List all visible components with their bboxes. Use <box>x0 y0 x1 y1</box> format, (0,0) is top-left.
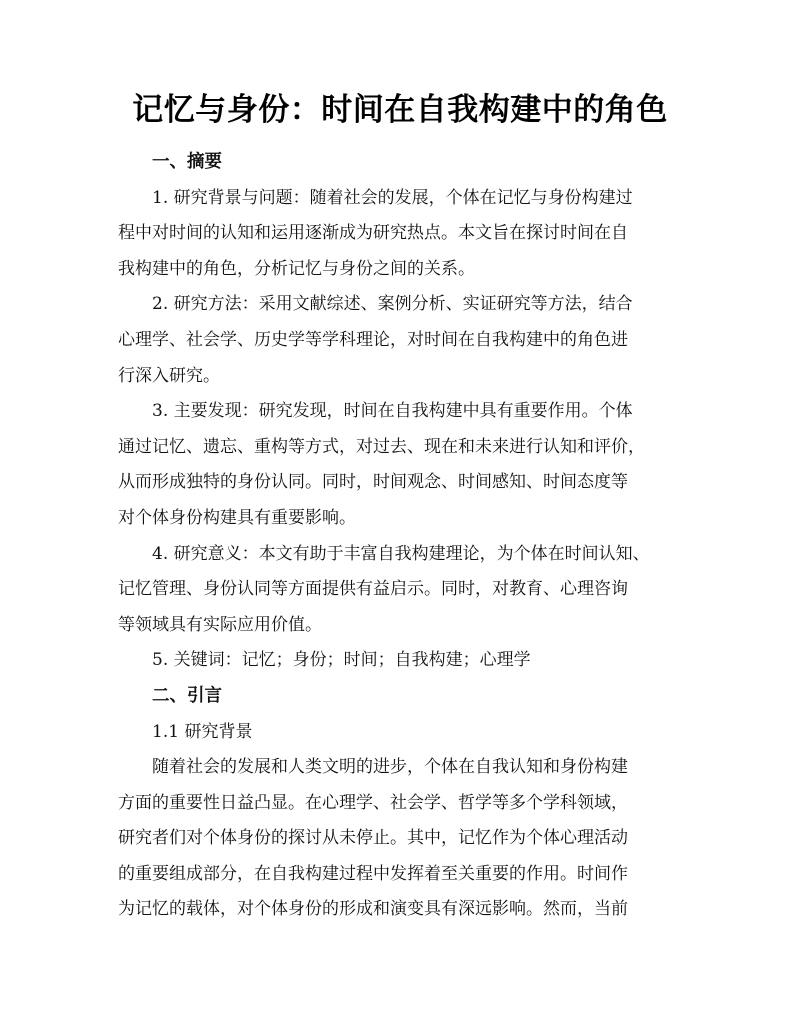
document-title: 记忆与身份：时间在自我构建中的角色 <box>132 92 668 128</box>
abstract-item-1 <box>118 181 693 288</box>
abstract-heading: 一、摘要 <box>152 152 222 172</box>
introduction-heading: 二、引言 <box>152 685 222 706</box>
paragraph-line: 等领域具有实际应用价值。 <box>118 614 322 635</box>
paragraph-line: 我构建中的角色，分析记忆与身份之间的关系。 <box>118 258 475 279</box>
paragraph-line: 3. 主要发现：研究发现，时间在自我构建中具有重要作用。个体 <box>152 401 633 422</box>
subsection-heading: 1.1 研究背景 <box>152 721 253 742</box>
paragraph-line: 对个体身份构建具有重要影响。 <box>118 507 356 528</box>
paragraph-line: 从而形成独特的身份认同。同时，时间观念、时间感知、时间态度等 <box>118 472 628 493</box>
paragraph-line: 方面的重要性日益凸显。在心理学、社会学、哲学等多个学科领域， <box>118 792 628 813</box>
abstract-item-3 <box>118 394 693 536</box>
abstract-item-2 <box>118 287 693 394</box>
paragraph-line: 的重要组成部分，在自我构建过程中发挥着至关重要的作用。时间作 <box>118 863 628 884</box>
paragraph-line: 随着社会的发展和人类文明的进步，个体在自我认知和身份构建 <box>152 757 628 778</box>
paragraph-line: 1. 研究背景与问题：随着社会的发展，个体在记忆与身份构建过 <box>152 187 633 208</box>
paragraph-line: 行深入研究。 <box>118 365 220 386</box>
abstract-item-4 <box>118 537 693 644</box>
paragraph-line: 研究者们对个体身份的探讨从未停止。其中，记忆作为个体心理活动 <box>118 828 628 849</box>
abstract-item-5-keywords: 5. 关键词：记忆；身份；时间；自我构建；心理学 <box>152 650 531 671</box>
paragraph-line: 心理学、社会学、历史学等学科理论，对时间在自我构建中的角色进 <box>118 329 628 350</box>
paragraph-line: 通过记忆、遗忘、重构等方式，对过去、现在和未来进行认知和评价， <box>118 436 645 457</box>
paragraph-line: 程中对时间的认知和运用逐渐成为研究热点。本文旨在探讨时间在自 <box>118 223 628 244</box>
paragraph-line: 2. 研究方法：采用文献综述、案例分析、实证研究等方法，结合 <box>152 294 633 315</box>
intro-paragraph <box>118 750 693 928</box>
document-body <box>118 145 693 928</box>
paragraph-line: 记忆管理、身份认同等方面提供有益启示。同时，对教育、心理咨询 <box>118 579 628 600</box>
paragraph-line: 4. 研究意义：本文有助于丰富自我构建理论，为个体在时间认知、 <box>152 543 650 564</box>
paragraph-line: 为记忆的载体，对个体身份的形成和演变具有深远影响。然而，当前 <box>118 899 628 920</box>
